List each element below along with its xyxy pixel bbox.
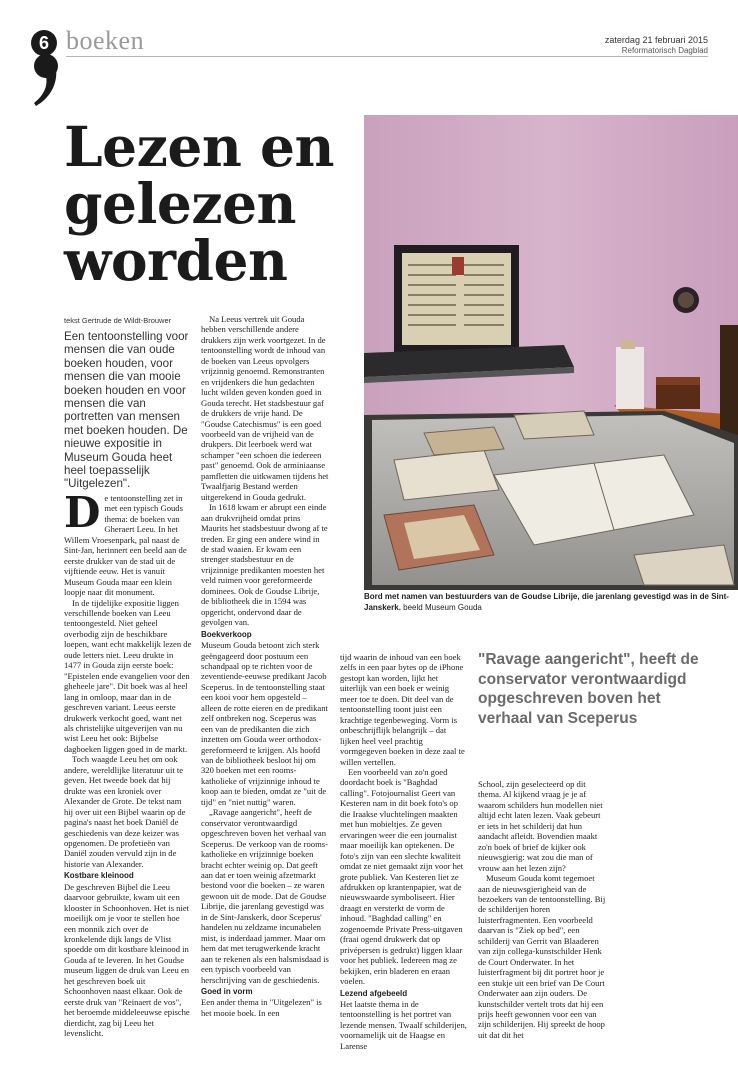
issue-date: zaterdag 21 februari 2015	[604, 35, 708, 45]
subheading: Boekverkoop	[201, 629, 252, 639]
article-headline: Lezen en gelezen worden	[64, 114, 335, 293]
comma-logo-icon	[30, 48, 64, 108]
paragraph: Na Leeus vertrek uit Gouda hebben verschillende andere drukkers zijn werk voortgezet. In de tentoonstelling wordt de inhoud van de boeken van Leeus opvolgers vrijzinnig genoemd. Remonstranten en vrijdenkers die hun gedachten lucht wilden geven konden goed in Gouda terecht. Het stadsbestuur gaf de drukkers de vrije hand. De "Goudse Catechismus" is een goed voorbeeld van de vrijheid van de drukpers. Dit leerboek werd wat schamper "een schoen die iedereen past" genoemd. Ook de arminiaanse pamfletten die uitkwamen tijdens het Twaalfjarig Bestand werden uitgerekend in Gouda gedrukt.	[201, 314, 329, 502]
section-title: boeken	[66, 26, 145, 55]
paragraph: tijd waarin de inhoud van een boek zelfs in een paar bytes op de iPhone gestopt kan worden, lijkt het uiterlijk van een boek er weinig meer toe te doen. Dit deel van de tentoonstelling toont juist een krachtige tegenbeweging. Vorm is onbeschrijflijk belangrijk – dat lijken heel veel prachtig vormgegeven boeken in deze zaal te willen vertellen.	[340, 652, 465, 767]
paragraph: School, zijn geselecteerd op dit thema. Al kijkend vraag je je af waarom schilders hun modellen niet altijd echt laten lezen. Vaak gebeurt er iets in het schilderij dat hun aandacht afleidt. Bovendien maakt zo'n boek of brief de kijker ook nieuwsgierig: wat zou die man of vrouw aan het lezen zijn?	[478, 779, 603, 873]
pull-quote: "Ravage aangericht", heeft de conservator verontwaardigd opgeschreven boven het verhaal van Sceperus	[478, 651, 699, 727]
paragraph: Een ander thema in "Uitgelezen" is het mooie boek. In een	[201, 997, 322, 1018]
paragraph: De geschreven Bijbel die Leeu daarvoor gebruikte, kwam uit een klooster in Schoonhoven. Het is niet moeilijk om je voor te stellen hoe een monnik zich over de kronkelende dijk langs de Vlist spoedde om dit kostbare kleinood in Gouda af te leveren. In het Goudse museum liggen de druk van Leeu en het geschreven boek uit Schoonhoven naast elkaar. Ook de eerste druk van "Reinaert de vos", het beroemde middeleeuwse epische dierdicht, zag bij Leeu het levenslicht.	[64, 881, 190, 1039]
paragraph: e tentoonstelling zet in met een typisch Gouds thema: de boeken van Gheraert Leeu. In het Willem Vroesenpark, pal naast de Sint-Jan, herinnert een beeld aan de eerste drukker van de stad uit de vijftiende eeuw. Het is vanuit Museum Gouda maar een klein loopje naar dit monument.	[64, 493, 187, 598]
drop-cap: D	[64, 488, 101, 537]
paragraph: Museum Gouda betoont zich sterk geëngageerd door postuum een schandpaal op te richten voor de zeventiende-eeuwse predikant Jacob Sceperus. In de tentoonstelling staat een kooi voor hem opgesteld – alleen de rotte eieren en de predikant zelf ontbreken nog. Sceperus was een van de predikanten die zich inzetten om Gouda weer orthodox-gereformeerd te krijgen. Als hoofd van de bibliotheek besloot hij om 320 boeken met een rooms-katholieke of vrijzinnige inhoud te koop aan te bieden, omdat ze "uit de tijd" en "niet nuttig" waren.	[201, 640, 328, 807]
article-column-1	[64, 488, 192, 1039]
caption-credit: beeld Museum Gouda	[403, 602, 482, 612]
subheading: Lezend afgebeeld	[340, 988, 408, 998]
paragraph: In 1618 kwam er abrupt een einde aan drukvrijheid omdat prins Maurits het stadsbestuur dwong af te treden. Er ging een andere wind in de stad waaien. Er kwam een strenger stadsbestuur en de vrijzinnige predikanten moesten het veld ruimen voor gereformeerde dominees. Ook de Goudse Librije, de bibliotheek die in 1594 was opgericht, ondervond daar de gevolgen van.	[201, 502, 328, 628]
paragraph: Het laatste thema in de tentoonstelling is het portret van lezende mensen. Twaalf schilderijen, voornamelijk uit de Haagse en Larense	[340, 998, 467, 1051]
paragraph: In de tijdelijke expositie liggen verschillende boeken van Leeu tentoongesteld. Niet geheel overbodig zijn de beschikbare loepen, want echt makkelijk lezen de oude letters niet. Leeu drukte in 1477 in Gouda zijn eerste boek: "Epistelen ende evangelien voor den gheheele jare". Dit boek was al heel lang in omloop, maar dan in de geschreven variant. Leeus eerste drukwerk verkocht goed, want net als christelijke uitgeverijen van nu wist Leeu het ook: Bijbelse dagboeken liggen goed in de markt.	[64, 597, 192, 754]
paragraph: Toch waagde Leeu het om ook andere, wereldlijke literatuur uit te geven. Het tweede boek dat hij drukte was een kroniek over Alexander de Grote. De tekst nam hij over uit een Bijbel waarin op de pagina's naast het boek Daniël de geschiedenis van deze keizer was opgenomen. De profetieën van Daniël zouden vervuld zijn in de historie van Alexander.	[64, 754, 186, 869]
article-intro: Een tentoonstelling voor mensen die van oude boeken houden, voor mensen die van mooie boeken houden en voor mensen die van portretten van mensen met boeken houden. De nieuwe expositie in Museum Gouda heet heel toepasselijk "Uitgelezen".	[64, 330, 189, 491]
header-divider	[66, 56, 708, 57]
paragraph: „Ravage aangericht", heeft de conservator verontwaardigd opgeschreven boven het verhaal van Sceperus. De verkoop van de rooms-katholieke en vrijzinnige boeken bracht echter weinig op. Dat geeft aan dat er toen weinig afzetmarkt bestond voor die boeken – ze waren gewoon uit de mode. Dat de Goudse Librije, die jarenlang gevestigd was in de Sint-Janskerk, door Sceperus' handelen nu zeldzame incunabelen mist, is inderdaad jammer. Maar om hem dat met terugwerkende kracht aan te rekenen als een halsmisdaad is een typisch voorbeeld van herschrijving van de geschiedenis.	[201, 807, 329, 985]
article-column-4	[478, 779, 606, 1040]
exhibition-photo	[364, 115, 738, 590]
subheading: Kostbare kleinood	[64, 871, 134, 881]
paragraph: Een voorbeeld van zo'n goed doordacht boek is "Baghdad calling". Fotojournalist Geert van Kesteren nam in dit boek foto's op die Iraakse vluchtelingen maakten met hun mobieltjes. Ze geven ervaringen weer die een journalist maar moeilijk kan optekenen. De foto's zijn van een slechte kwaliteit omdat ze niet gemaakt zijn voor het grote publiek. Van Kesteren liet ze afdrukken op krantenpapier, wat de nieuwswaarde symboliseert. Hier draagt en versterkt de vorm de inhoud. "Baghdad calling" en zogenoemde Private Press-uitgaven (fraai ogend drukwerk dat op privépersen is gedrukt) liggen klaar voor het publiek. Iedereen mag ze bekijken, erin bladeren en eraan voelen.	[340, 766, 464, 987]
paragraph: Museum Gouda komt tegemoet aan de nieuwsgierigheid van de bezoekers van de tentoonstelling. Bij de schilderijen horen luisterfragmenten. Een voorbeeld daarvan is "Ziek op bed", een schilderij van Gerrit van Blaaderen van zijn collega-kunstschilder Henk de Court Onderwater. In het luisterfragment bij dit portret hoor je een stukje uit een brief van De Court Onderwater aan zijn ouders. De kunstschilder vertelt trots dat hij een prijs heeft gewonnen voor een van zijn schilderijen. Hij spreekt de hoop uit dat dit het	[478, 873, 606, 1040]
subheading: Goed in vorm	[201, 987, 253, 996]
page-number: 6	[31, 30, 57, 56]
photo-caption	[364, 592, 734, 613]
article-column-3	[340, 652, 467, 1051]
museum-display-illustration	[364, 115, 738, 590]
article-column-2	[201, 314, 329, 1018]
newspaper-name: Reformatorisch Dagblad	[621, 46, 708, 55]
byline: tekst Gertrude de Wildt-Brouwer	[64, 316, 172, 325]
caption-text: Bord met namen van bestuurders van de Goudse Librije, die jarenlang gevestigd was in de Sint-Janskerk.	[364, 592, 729, 612]
